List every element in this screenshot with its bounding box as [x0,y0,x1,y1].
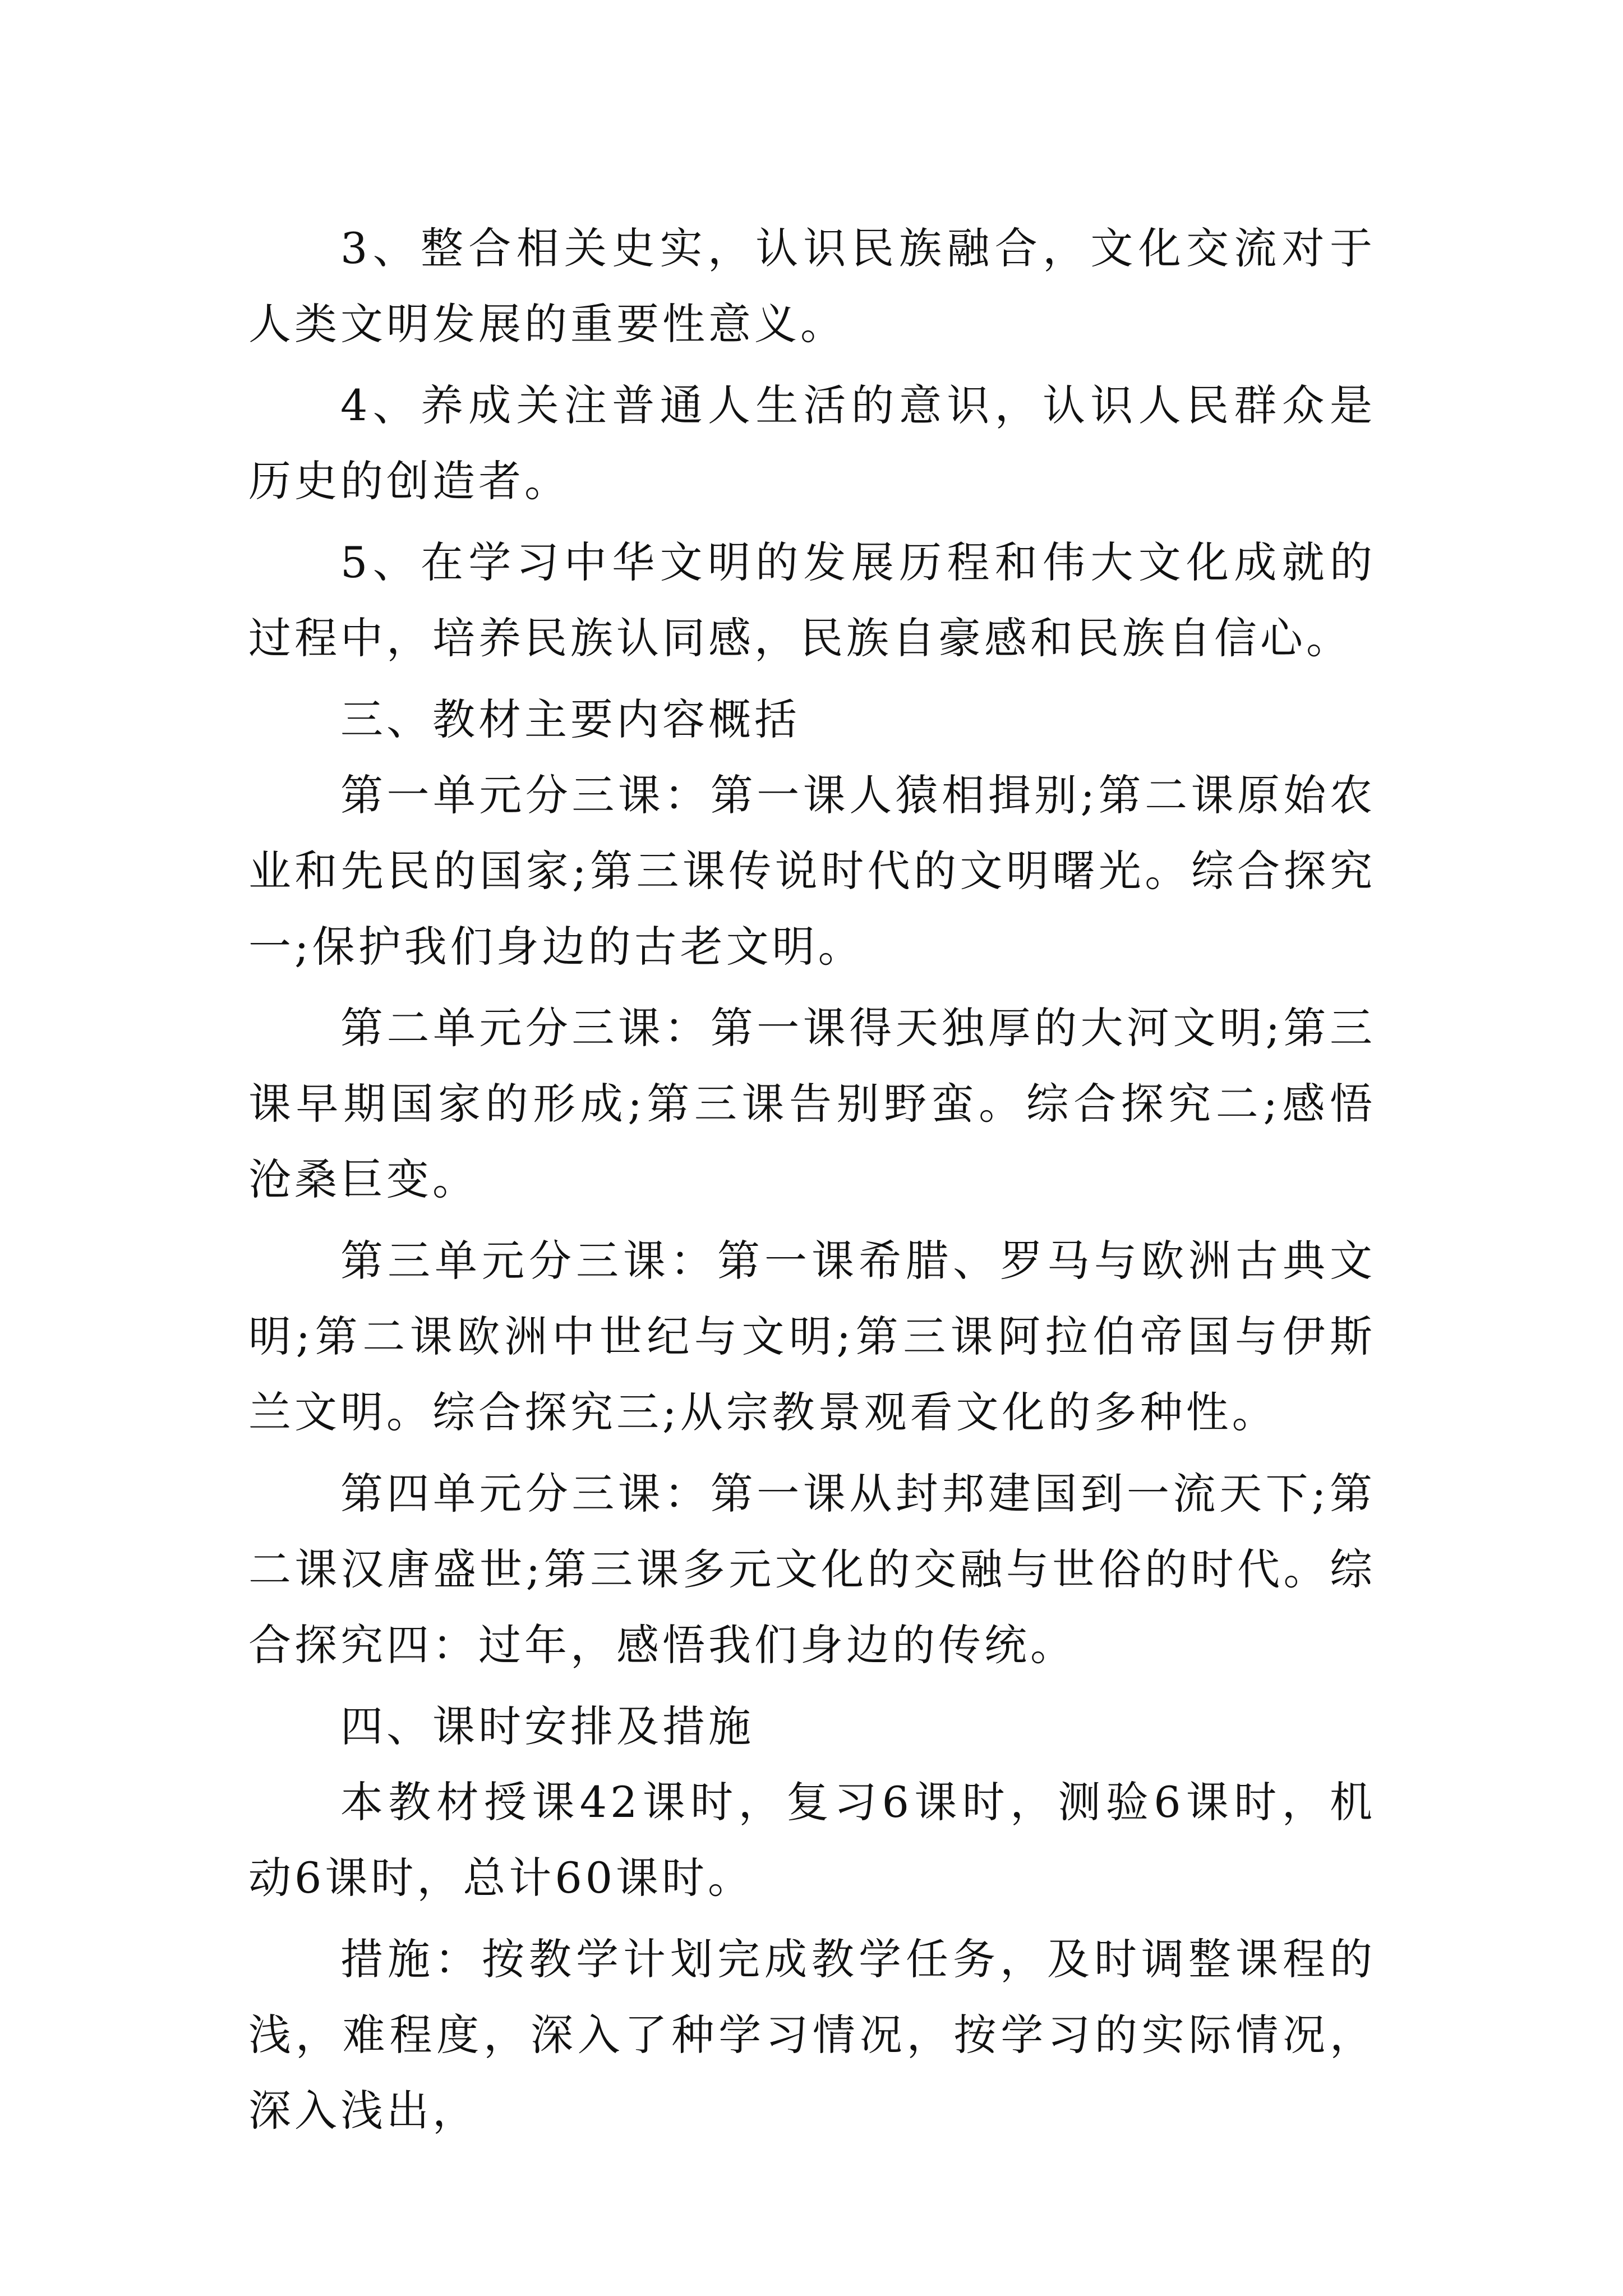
unit-1-paragraph: 第一单元分三课：第一课人猿相揖别;第二课原始农业和先民的国家;第三课传说时代的文明曙光。综合探究一;保护我们身边的古老文明。 [248,770,1376,972]
unit-4-paragraph: 第四单元分三课：第一课从封邦建国到一流天下;第二课汉唐盛世;第三课多元文化的交融与世俗的时代。综合探究四：过年，感悟我们身边的传统。 [248,1469,1376,1670]
unit-2-paragraph: 第二单元分三课：第一课得天独厚的大河文明;第三课早期国家的形成;第三课告别野蛮。综合探究二;感悟沧桑巨变。 [248,1003,1376,1204]
objective-item-3: 3、整合相关史实，认识民族融合，文化交流对于人类文明发展的重要性意义。 [248,223,1376,349]
schedule-paragraph: 本教材授课42课时，复习6课时，测验6课时，机动6课时，总计60课时。 [248,1777,1376,1903]
objective-item-5: 5、在学习中华文明的发展历程和伟大文化成就的过程中，培养民族认同感，民族自豪感和民族自信心。 [248,537,1376,663]
section-heading-schedule: 四、课时安排及措施 [340,1701,754,1751]
section-heading-textbook-content: 三、教材主要内容概括 [340,694,800,744]
measures-paragraph: 措施：按教学计划完成教学任务，及时调整课程的浅，难程度，深入了种学习情况，按学习的实际情况，深入浅出， [248,1934,1376,2136]
objective-item-4: 4、养成关注普通人生活的意识，认识人民群众是历史的创造者。 [248,380,1376,506]
document-body [248,210,1376,2154]
unit-3-paragraph: 第三单元分三课：第一课希腊、罗马与欧洲古典文明;第二课欧洲中世纪与文明;第三课阿拉伯帝国与伊斯兰文明。综合探究三;从宗教景观看文化的多种性。 [248,1236,1376,1437]
